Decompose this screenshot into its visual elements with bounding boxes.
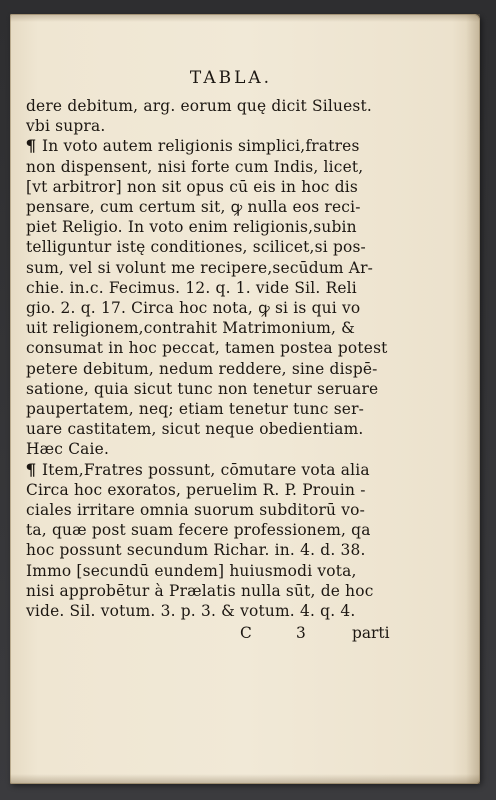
- text-line-8: telliguntur istę conditiones, scilicet,si pos-: [26, 238, 366, 257]
- text-line-14: petere debitum, nedum reddere, sine dispē-: [26, 359, 378, 378]
- signature-mark: C: [240, 624, 252, 643]
- page-edge-top: [10, 14, 480, 22]
- text-line-4: non dispensent, nisi forte cum Indis, licet,: [26, 157, 364, 176]
- text-line-15: satione, quia sicut tunc non tenetur seruare: [26, 379, 379, 398]
- text-line-12: uit religionem,contrahit Matrimonium, &: [26, 319, 356, 338]
- paragraph-mark-icon: ¶: [25, 137, 37, 156]
- page-edge-bottom: [10, 774, 480, 784]
- text-line-19-content: Item,Fratres possunt, cōmutare vota alia: [42, 460, 370, 479]
- text-block: [26, 66, 406, 643]
- text-line-21: ciales irritare omnia suorum subditorū vo-: [26, 501, 366, 520]
- text-line-13: consumat in hoc peccat, tamen postea potest: [26, 339, 388, 358]
- text-line-11: gio. 2. q. 17. Circa hoc nota, ꝙ si is qui vo: [26, 299, 361, 318]
- text-line-18: Hæc Caie.: [26, 440, 110, 459]
- page-edge-right: [466, 14, 480, 784]
- text-line-16: paupertatem, neq; etiam tenetur tunc ser-: [26, 400, 365, 419]
- text-line-20: Circa hoc exoratos, peruelim R. P. Prouin -: [26, 480, 366, 499]
- text-line-6: pensare, cum certum sit, ꝙ nulla eos reci-: [26, 198, 361, 217]
- text-line-9: sum, vel si volunt me recipere,secūdum Ar-: [26, 258, 374, 277]
- paragraph-mark-icon: ¶: [25, 460, 37, 479]
- text-line-26: vide. Sil. votum. 3. p. 3. & votum. 4. q. 4.: [26, 602, 356, 621]
- text-line-1: dere debitum, arg. eorum quę dicit Siluest.: [26, 97, 372, 115]
- text-line-7: piet Religio. In voto enim religionis,subin: [26, 218, 357, 237]
- page-footer: [26, 623, 406, 643]
- text-line-24: Immo [secundū eundem] huiusmodi vota,: [26, 561, 357, 580]
- text-line-22: ta, quæ post suam fecere professionem, qa: [26, 521, 371, 540]
- running-head: TABLA.: [189, 68, 273, 88]
- text-line-5: [vt arbitror] non sit opus cū eis in hoc dis: [26, 177, 358, 196]
- text-line-3: [26, 136, 406, 156]
- text-line-3-content: In voto autem religionis simplici,fratres: [42, 137, 360, 156]
- text-line-2: vbi supra.: [26, 117, 106, 136]
- text-line-10: chie. in.c. Fecimus. 12. q. 1. vide Sil. Reli: [26, 278, 357, 297]
- text-line-17: uare castitatem, sicut neque obedientiam.: [26, 420, 364, 439]
- text-line-23: hoc possunt secundum Richar. in. 4. d. 38.: [26, 541, 366, 560]
- page-sheet: [10, 14, 480, 784]
- folio-number: 3: [296, 624, 306, 643]
- catchword: parti: [352, 624, 390, 643]
- text-line-25: nisi approbētur à Prælatis nulla sūt, de hoc: [26, 581, 374, 600]
- text-line-19: [26, 460, 406, 480]
